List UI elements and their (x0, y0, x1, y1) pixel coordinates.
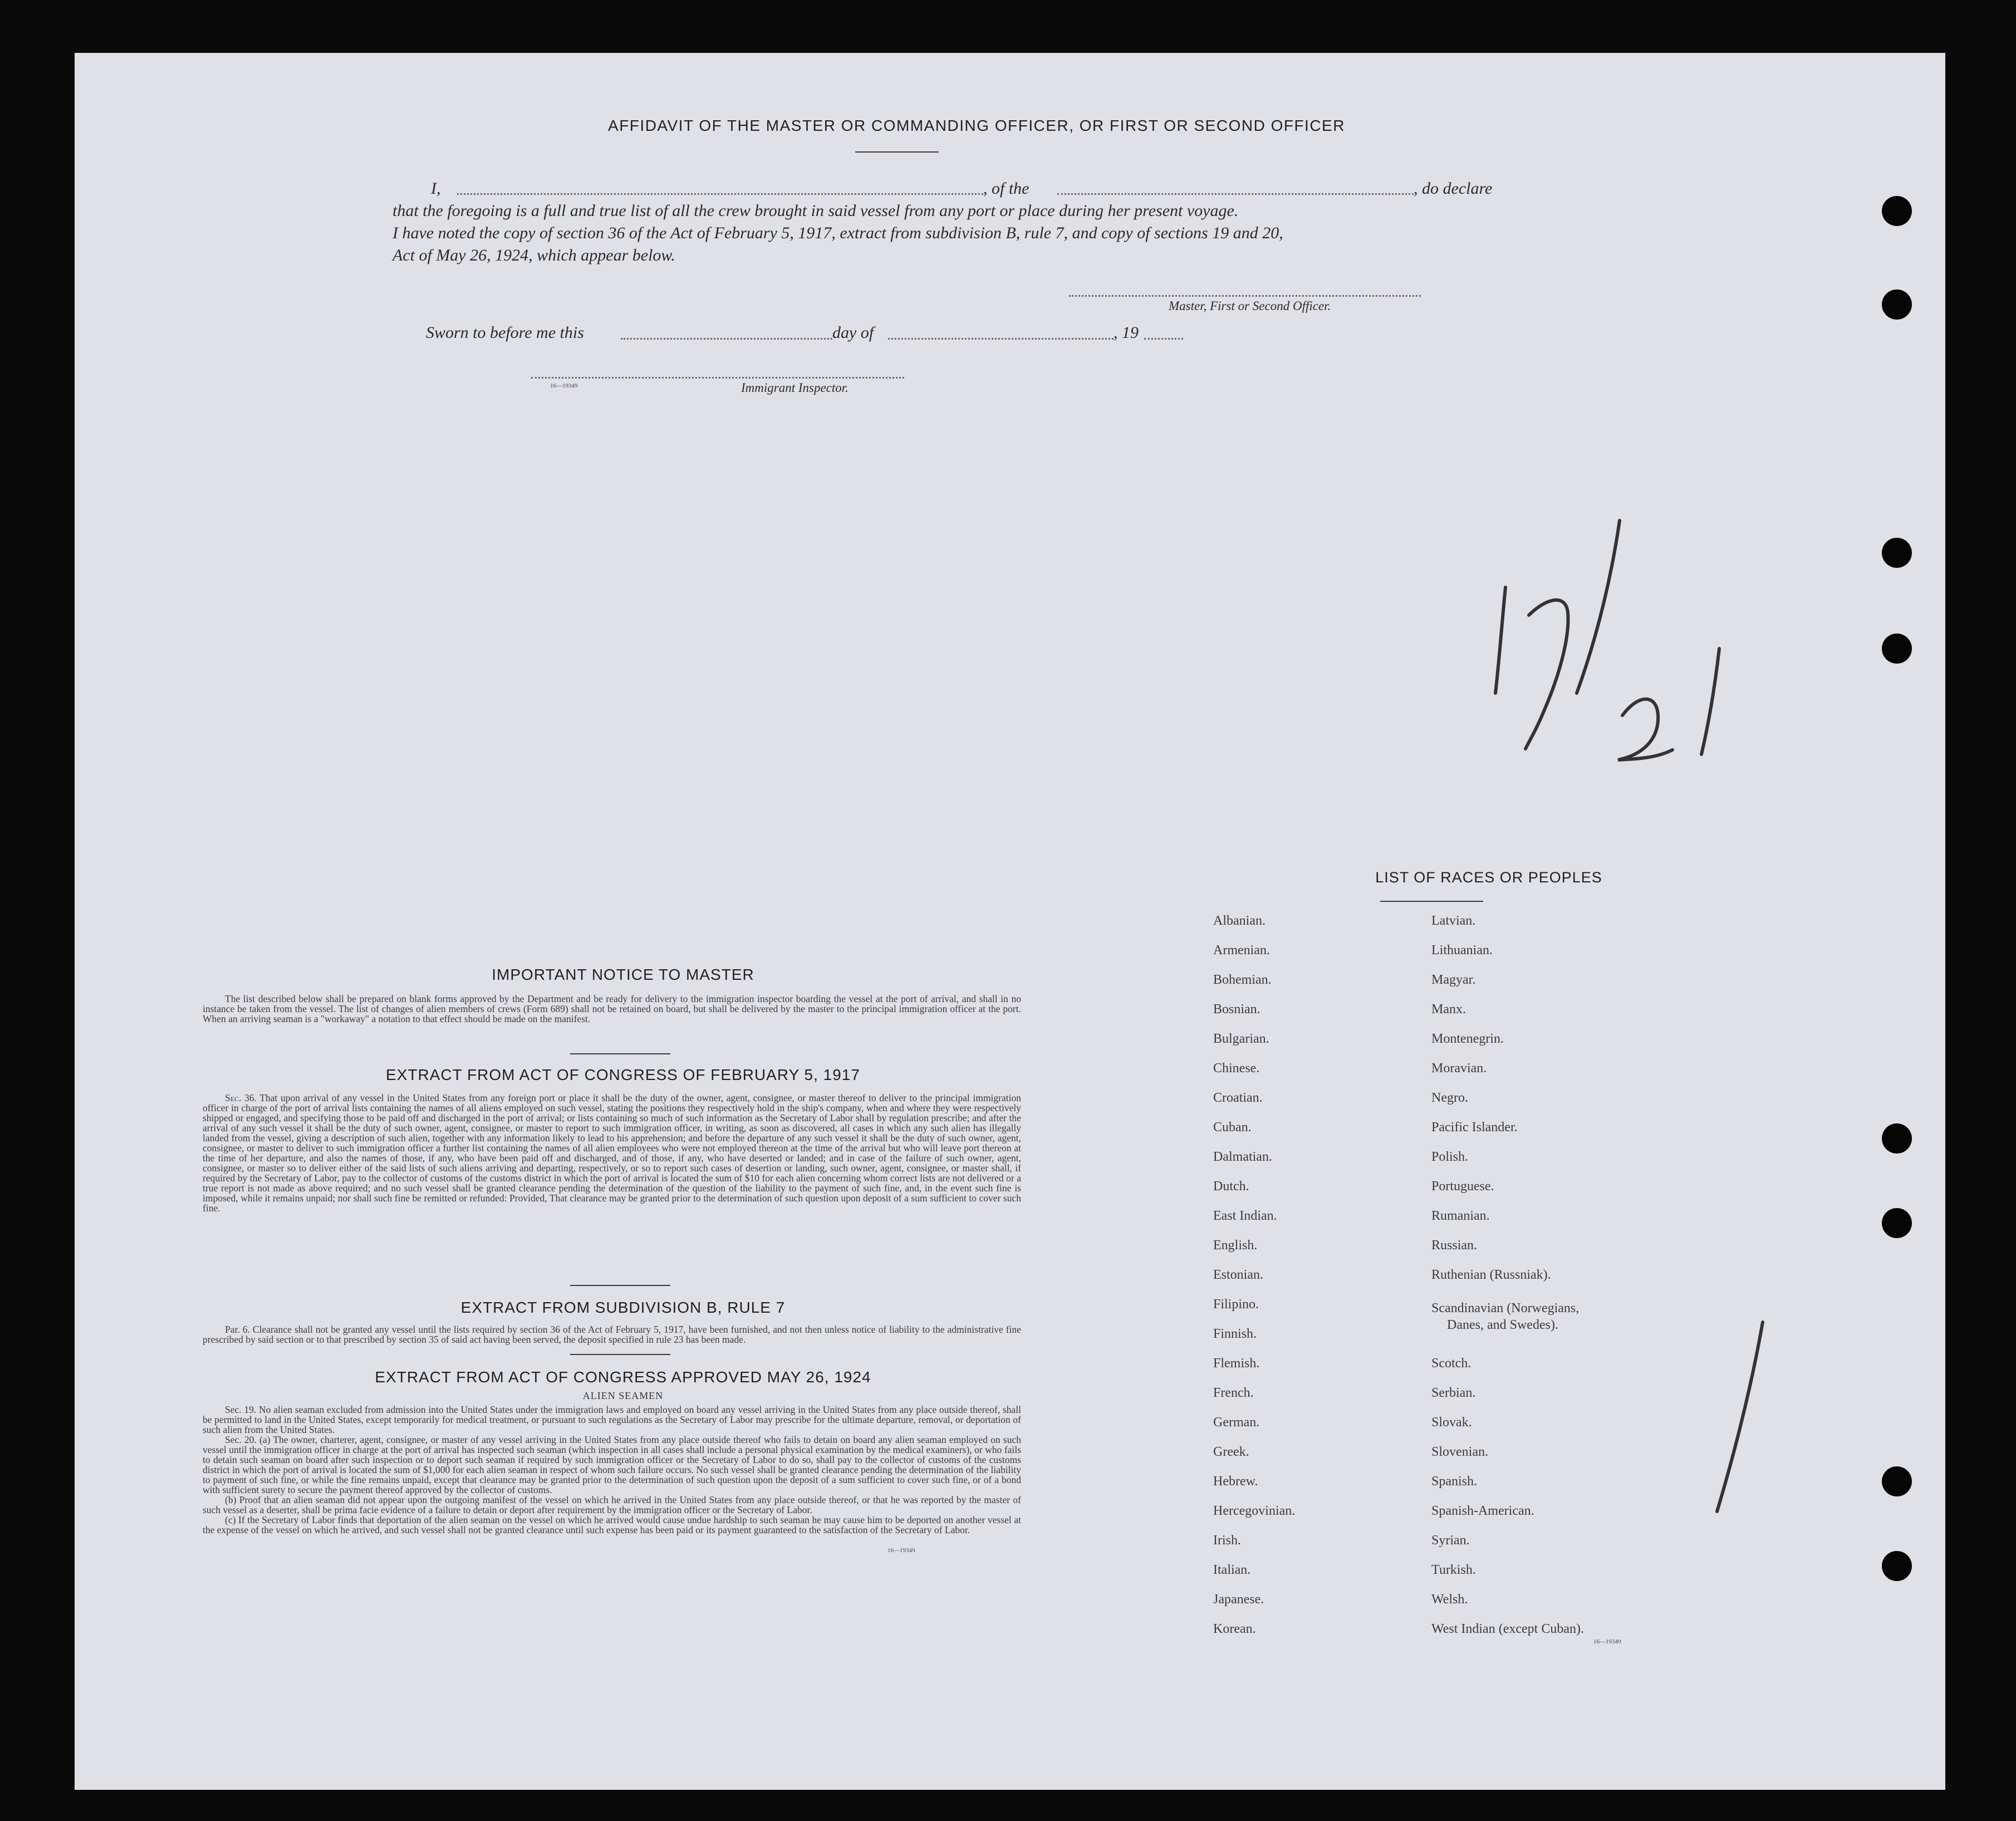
affidavit-title: AFFIDAVIT OF THE MASTER OR COMMANDING OFFICER, OR FIRST OR SECOND OFFICER (608, 117, 1345, 134)
race-item: Serbian. (1431, 1386, 1476, 1400)
race-item: Albanian. (1213, 914, 1265, 928)
race-item: Dalmatian. (1213, 1150, 1272, 1164)
binder-hole (1882, 634, 1912, 664)
race-item: Danes, and Swedes). (1447, 1318, 1558, 1332)
race-item: German. (1213, 1415, 1260, 1430)
race-item: Korean. (1213, 1622, 1256, 1636)
race-item: Scandinavian (Norwegians, (1431, 1301, 1580, 1316)
subdivision-b-rule (570, 1354, 670, 1355)
race-item: Rumanian. (1431, 1209, 1490, 1223)
affidavit-line-4: Act of May 26, 1924, which appear below. (393, 246, 675, 264)
race-item: Estonian. (1213, 1268, 1263, 1282)
section-20a-text: Sec. 20. (a) The owner, charterer, agent, consignee, or master of any vessel arriving in the United States from any place outside thereof who fails to detain on board any alien seaman employed on such vessel until the immigration officer in charge at the port of arrival has inspected such seaman (which inspection in all cases shall include a personal physical examination by the medical examiners), or who fails to detain such seaman on board after such inspection or to deport such seaman if required by such immigration officer or the Secretary of Labor to do so, shall pay to the collector of customs of the customs district in which the port of arrival is located the sum of $1,000 for each alien seaman in respect of whom such failure occurs. No such vessel shall be granted clearance pending the determination of the liability to payment of such fine, or while the fine remains unpaid, except that clearance may be granted prior to the determination of such question upon the deposit of a sum sufficient to cover such fine, or of a bond with sufficient surety to secure the payment thereof approved by the collector of customs. (203, 1434, 1021, 1495)
sworn-year-blank[interactable] (1144, 338, 1183, 340)
extract-1917-text (203, 1093, 1021, 1213)
affidavit-line-3: I have noted the copy of section 36 of the Act of February 5, 1917, extract from subdivision B, rule 7, and copy of sections 19 and 20, (393, 224, 1283, 242)
inspector-label: Immigrant Inspector. (741, 381, 848, 395)
race-item: Welsh. (1431, 1592, 1468, 1607)
race-item: Lithuanian. (1431, 943, 1493, 958)
race-item: Dutch. (1213, 1179, 1249, 1194)
race-item: Slovenian. (1431, 1445, 1488, 1459)
sworn-month-blank[interactable] (888, 338, 1114, 340)
races-form-number: 16—19349 (1593, 1638, 1621, 1645)
name-blank[interactable] (457, 193, 983, 195)
extract-form-number: 16—19349 (887, 1547, 915, 1554)
notice-title: IMPORTANT NOTICE TO MASTER (492, 966, 754, 983)
sworn-day-blank[interactable] (621, 338, 832, 340)
race-item: Syrian. (1431, 1533, 1470, 1548)
race-item: Turkish. (1431, 1563, 1476, 1577)
handwritten-mark (1700, 1311, 1778, 1523)
race-item: Ruthenian (Russniak). (1431, 1268, 1551, 1282)
race-item: Irish. (1213, 1533, 1241, 1548)
race-item: French. (1213, 1386, 1254, 1400)
race-item: Filipino. (1213, 1297, 1259, 1312)
notice-text: The list described below shall be prepared on blank forms approved by the Department and be ready for delivery to the immigration inspector boarding the vessel at the port of arrival, and shall in no instance be taken from the vessel. The list of changes of alien members of crews (Form 689) shall not be retained on board, but shall be delivered by the master to the principal immigration officer at the port. When an arriving seaman is a "workaway" a notation to that effect should be made on the manifest. (203, 993, 1021, 1024)
race-item: Slovak. (1431, 1415, 1472, 1430)
races-title: LIST OF RACES OR PEOPLES (1375, 869, 1602, 886)
race-item: Greek. (1213, 1445, 1249, 1459)
binder-hole (1882, 538, 1912, 568)
race-item: Finnish. (1213, 1327, 1257, 1341)
section-36-label: Sec. 36. (225, 1092, 257, 1103)
alien-seamen-subtitle: ALIEN SEAMEN (582, 1390, 664, 1401)
race-item: Spanish-American. (1431, 1504, 1534, 1518)
race-item: Scotch. (1431, 1356, 1471, 1371)
binder-hole (1882, 196, 1912, 226)
race-item: Pacific Islander. (1431, 1120, 1518, 1135)
race-item: Polish. (1431, 1150, 1469, 1164)
binder-hole (1882, 1208, 1912, 1238)
race-item: Latvian. (1431, 914, 1476, 928)
race-item: Bosnian. (1213, 1002, 1260, 1017)
binder-hole (1882, 289, 1912, 320)
race-item: Japanese. (1213, 1592, 1264, 1607)
extract-1917-rule (570, 1285, 670, 1286)
section-19-text: Sec. 19. No alien seaman excluded from admission into the United States under the immigration laws and employed on board any vessel arriving in the United States from any place outside thereof, shall be permitted to land in the United States, except temporarily for medical treatment, or pursuant to such regulations as the Secretary of Labor may prescribe for the ultimate departure, removal, or deportation of such alien from the United States. (203, 1404, 1021, 1435)
race-item: Armenian. (1213, 943, 1270, 958)
race-item: Croatian. (1213, 1091, 1263, 1105)
race-item: English. (1213, 1238, 1258, 1253)
affidavit-line-2: that the foregoing is a full and true list of all the crew brought in said vessel from any port or place during her present voyage. (393, 202, 1239, 220)
race-item: Spanish. (1431, 1474, 1478, 1489)
binder-hole (1882, 1466, 1912, 1496)
extract-1917-title: EXTRACT FROM ACT OF CONGRESS OF FEBRUARY 5, 1917 (386, 1066, 860, 1083)
section-20c-text: (c) If the Secretary of Labor finds that deportation of the alien seaman on the vessel on which he arrived would cause undue hardship to such seaman he may cause him to be deported on another vessel at the expense of the vessel on which he arrived, and such vessel shall not be granted clearance until such expense has been paid or its payment guaranteed to the satisfaction of the Secretary of Labor. (203, 1514, 1021, 1535)
section-36-body: That upon arrival of any vessel in the United States from any foreign port or place it shall be the duty of the owner, agent, consignee, or master thereof to deliver to the principal immigration officer in charge of the port of arrival lists containing the names of all aliens employed on such vessel, stating the positions they respectively hold in the ship's company, when and where they were respectively shipped or engaged, and specifying those to be paid off and discharged in the port of arrival; or lists containing so much of such information as the Secretary of Labor shall by regulation prescribe; and after the arrival of any such vessel it shall be the duty of such owner, agent, consignee, or master to report to such immigration officer, in writing, as soon as discovered, all cases in which any such alien has illegally landed from the vessel, giving a description of such alien, together with any information likely to lead to his apprehension; and before the departure of any such vessel it shall be the duty of such owner, agent, consignee, or master to deliver to such immigration officer a further list containing the names of all alien employees who were not employed thereon at the time of the arrival but who will leave port thereon at the time of her departure, and also the names of those, if any, who have been paid off and discharged, and of those, if any, who have deserted or landed; and in case of the failure of such owner, agent, consignee, or master so to deliver either of the said lists of such aliens arriving and departing, respectively, or so to report such cases of desertion or landing, such owner, agent, consignee, or master shall, if required by the Secretary of Labor, pay to the collector of customs of the customs district in which the port of arrival is located the sum of $10 for each alien concerning whom correct lists are not delivered or a true report is not made as above required; and no such vessel shall be granted clearance pending the determination of the question of the liability to the payment of such fine, and, in the event such fine is imposed, while it remains unpaid; nor shall such fine be remitted or refunded: Provided, That clearance may be granted prior to the determination of such question upon deposit of a sum sufficient to cover such fine. (203, 1092, 1021, 1214)
binder-hole (1882, 1551, 1912, 1581)
affidavit-form-number: 16—19349 (550, 382, 578, 389)
race-item: East Indian. (1213, 1209, 1277, 1223)
affidavit-of-the: , of the (983, 179, 1029, 198)
race-item: Negro. (1431, 1091, 1468, 1105)
handwritten-annotation (1400, 509, 1767, 799)
title-rule (855, 151, 939, 153)
binder-hole (1882, 1123, 1912, 1154)
master-signature-blank[interactable] (1069, 295, 1421, 297)
race-item: Cuban. (1213, 1120, 1252, 1135)
race-item: Montenegrin. (1431, 1032, 1504, 1046)
race-item: Moravian. (1431, 1061, 1487, 1076)
race-item: Chinese. (1213, 1061, 1260, 1076)
race-item: Magyar. (1431, 973, 1476, 987)
sworn-label: Sworn to before me this (426, 323, 584, 342)
race-item: Hercegovinian. (1213, 1504, 1296, 1518)
subdivision-b-text: Par. 6. Clearance shall not be granted any vessel until the lists required by section 36 of the Act of February 5, 1917, have been furnished, and not then unless notice of liability to the administrative fine prescribed by said section or to that prescribed by section 35 of said act having been served, the deposit specified in rule 23 has been made. (203, 1324, 1021, 1345)
vessel-blank[interactable] (1057, 193, 1414, 195)
affidavit-line-1 (431, 178, 441, 200)
race-item: Bohemian. (1213, 973, 1272, 987)
race-item: Flemish. (1213, 1356, 1260, 1371)
sworn-year: , 19 (1114, 323, 1139, 342)
race-item: Hebrew. (1213, 1474, 1258, 1489)
extract-1924-title: EXTRACT FROM ACT OF CONGRESS APPROVED MAY 26, 1924 (375, 1368, 871, 1386)
sworn-day-of: day of (832, 323, 874, 342)
race-item: West Indian (except Cuban). (1431, 1622, 1584, 1636)
affidavit-i: I, (431, 179, 441, 198)
master-signature-label: Master, First or Second Officer. (1169, 299, 1331, 313)
affidavit-do-declare: , do declare (1414, 179, 1493, 198)
subdivision-b-title: EXTRACT FROM SUBDIVISION B, RULE 7 (460, 1299, 786, 1316)
form-page (75, 53, 1945, 1790)
race-item: Portuguese. (1431, 1179, 1494, 1194)
inspector-signature-blank[interactable] (531, 377, 904, 379)
notice-rule (570, 1053, 670, 1054)
race-item: Bulgarian. (1213, 1032, 1269, 1046)
race-item: Italian. (1213, 1563, 1251, 1577)
race-item: Russian. (1431, 1238, 1478, 1253)
races-rule (1380, 901, 1483, 902)
race-item: Manx. (1431, 1002, 1466, 1017)
section-20b-text: (b) Proof that an alien seaman did not appear upon the outgoing manifest of the vessel on which he arrived in the United States from any place outside thereof, or that he was reported by the master of such vessel as a deserter, shall be prima facie evidence of a failure to detain or deport after requirement by the immigration officer or the Secretary of Labor. (203, 1494, 1021, 1515)
